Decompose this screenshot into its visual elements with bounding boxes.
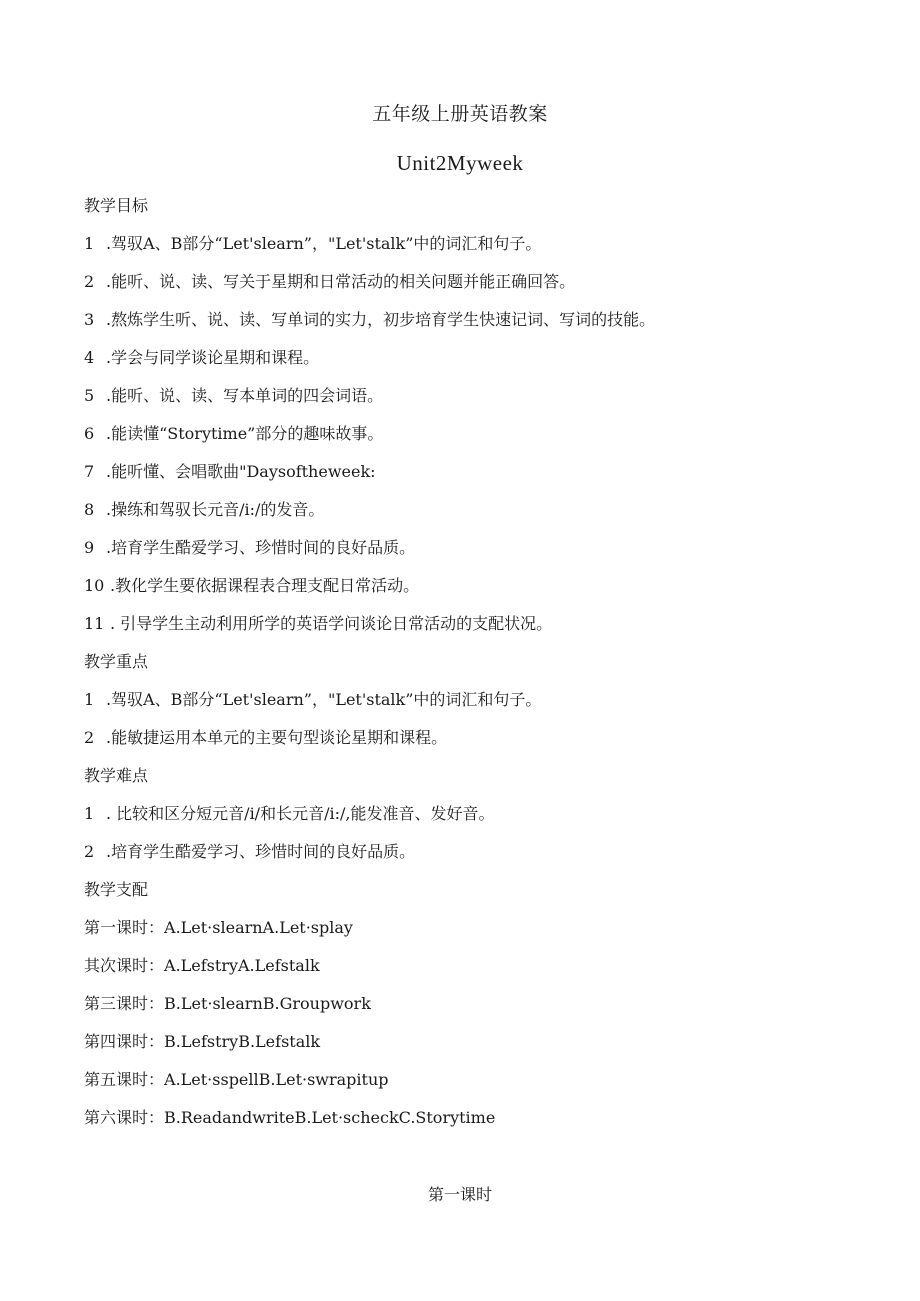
difficulty-item (84, 842, 415, 862)
goal-number: 10 (84, 576, 105, 595)
goal-text: .能听懂、会唱歌曲"Daysoftheweek: (106, 462, 376, 481)
goal-number: 2 (84, 272, 95, 291)
schedule-item (84, 1070, 389, 1090)
document-title: 五年级上册英语教案 (372, 103, 548, 125)
difficulty-number: 1 (84, 804, 95, 823)
goal-item (84, 234, 541, 254)
goal-text: .能听、说、读、写关于星期和日常活动的相关问题并能正确回答。 (106, 272, 576, 291)
schedule-item (84, 994, 371, 1014)
schedule-heading: 教学支配 (84, 880, 149, 899)
schedule-text: B.Let·slearnB.Groupwork (164, 994, 371, 1013)
goal-text: .能读懂“Storytime”部分的趣味故事。 (106, 424, 384, 443)
schedule-text: A.LefstryA.Lefstalk (164, 956, 320, 975)
goal-number: 11 (84, 614, 105, 633)
goal-number: 7 (84, 462, 95, 481)
goal-number: 8 (84, 500, 95, 519)
key-points-heading: 教学重点 (84, 652, 149, 671)
goal-number: 6 (84, 424, 95, 443)
difficulty-text: .培育学生酷爱学习、珍惜时间的良好品质。 (106, 842, 416, 861)
goal-item (84, 538, 415, 558)
schedule-item (84, 918, 353, 938)
schedule-text: A.Let·sspellB.Let·swrapitup (164, 1070, 389, 1089)
lesson-heading: 第一课时 (427, 1185, 492, 1204)
key-point-text: .能敏捷运用本单元的主要句型谈论星期和课程。 (106, 728, 448, 747)
schedule-item (84, 1108, 495, 1128)
difficulty-text: . 比较和区分短元音/i/和长元音/i:/,能发准音、发好音。 (106, 804, 495, 823)
schedule-label: 其次课时： (84, 956, 165, 975)
goal-number: 5 (84, 386, 95, 405)
key-point-text: .驾驭A、B部分“Let'slearn”，"Let'stalk”中的词汇和句子。 (106, 690, 542, 709)
goal-text: .培育学生酷爱学习、珍惜时间的良好品质。 (106, 538, 416, 557)
difficulty-number: 2 (84, 842, 95, 861)
key-point-item (84, 690, 541, 710)
schedule-text: A.Let·slearnA.Let·splay (164, 918, 353, 937)
key-point-number: 2 (84, 728, 95, 747)
goal-item (84, 462, 376, 482)
goal-text: .驾驭A、B部分“Let'slearn”，"Let'stalk”中的词汇和句子。 (106, 234, 542, 253)
goal-item (84, 614, 552, 634)
goal-text: . 引导学生主动利用所学的英语学问谈论日常活动的支配状况。 (110, 614, 553, 633)
schedule-label: 第五课时： (84, 1070, 165, 1089)
goal-item (84, 272, 575, 292)
difficulty-item (84, 804, 494, 824)
goal-item (84, 500, 324, 520)
goal-item (84, 576, 419, 596)
key-point-item (84, 728, 447, 748)
goal-text: .能听、说、读、写本单词的四会词语。 (106, 386, 384, 405)
schedule-label: 第一课时： (84, 918, 165, 937)
goal-number: 4 (84, 348, 95, 367)
goal-item (84, 424, 383, 444)
goal-item (84, 348, 319, 368)
goal-text: .熬炼学生听、说、读、写单词的实力，初步培育学生快速记词、写词的技能。 (106, 310, 656, 329)
goal-item (84, 310, 655, 330)
goal-number: 9 (84, 538, 95, 557)
goal-text: .操练和驾驭长元音/i:/的发音。 (106, 500, 325, 519)
key-point-number: 1 (84, 690, 95, 709)
schedule-label: 第四课时： (84, 1032, 165, 1051)
goal-text: .教化学生要依据课程表合理支配日常活动。 (110, 576, 420, 595)
goal-text: .学会与同学谈论星期和课程。 (106, 348, 320, 367)
schedule-item (84, 1032, 320, 1052)
schedule-text: B.LefstryB.Lefstalk (164, 1032, 321, 1051)
schedule-text: B.ReadandwriteB.Let·scheckC.Storytime (164, 1108, 496, 1127)
goal-number: 1 (84, 234, 95, 253)
difficulties-heading: 教学难点 (84, 766, 149, 785)
goals-heading: 教学目标 (84, 196, 149, 215)
unit-title: Unit2Myweek (396, 151, 524, 175)
schedule-label: 第三课时： (84, 994, 165, 1013)
goal-item (84, 386, 383, 406)
schedule-item (84, 956, 320, 976)
goal-number: 3 (84, 310, 95, 329)
schedule-label: 第六课时： (84, 1108, 165, 1127)
